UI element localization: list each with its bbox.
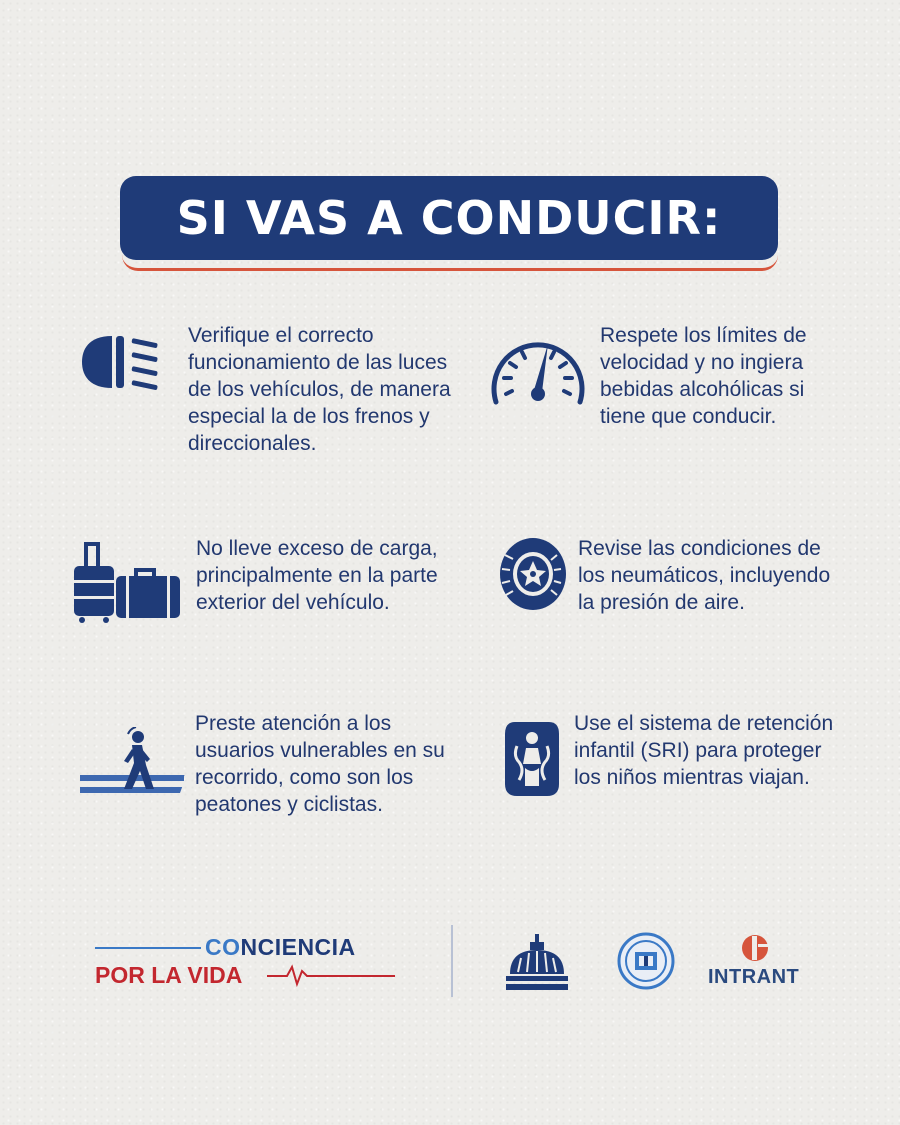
- speedometer-icon: [488, 336, 588, 408]
- intrant-logo-icon: [738, 934, 772, 962]
- conciencia-por-la-vida-logo: [95, 930, 395, 990]
- page-title: SI VAS A CONDUCIR:: [120, 176, 778, 260]
- national-palace-dome-icon: [504, 934, 570, 992]
- campaign-line-accent: [95, 947, 201, 949]
- tire-icon: [497, 535, 569, 613]
- tip-child-seat-text: Use el sistema de retención infantil (SRI) para proteger los niños mientras viajan.: [574, 712, 834, 789]
- tip-tires-text: Revise las condiciones de los neumáticos, incluyendo la presión de aire.: [578, 537, 831, 614]
- tip-pedestrians-text: Preste atención a los usuarios vulnerables en su recorrido, como son los peatones y ciclistas.: [195, 712, 445, 816]
- campaign-rest-text: NCIENCIA: [240, 934, 356, 960]
- tip-lights-text: Verifique el correcto funcionamiento de las luces de los vehículos, de manera especial la de los frenos y direccionales.: [188, 324, 451, 455]
- pedestrian-crossing-icon: [80, 727, 186, 797]
- campaign-co-text: CO: [205, 934, 241, 960]
- campaign-line2: POR LA VIDA: [95, 962, 243, 988]
- ministry-seal-icon: [617, 932, 675, 990]
- title-banner: [120, 176, 778, 268]
- campaign-line1: [95, 934, 356, 961]
- luggage-icon: [72, 540, 184, 624]
- tip-speed-text: Respete los límites de velocidad y no ingiera bebidas alcohólicas si tiene que conducir.: [600, 324, 807, 428]
- headlight-icon: [80, 332, 164, 392]
- tip-cargo-text: No lleve exceso de carga, principalmente en la parte exterior del vehículo.: [196, 537, 438, 614]
- intrant-logo-text: INTRANT: [708, 966, 800, 988]
- footer-divider: [451, 925, 453, 997]
- child-seat-icon: [503, 720, 561, 798]
- heartbeat-line-icon: [267, 964, 395, 988]
